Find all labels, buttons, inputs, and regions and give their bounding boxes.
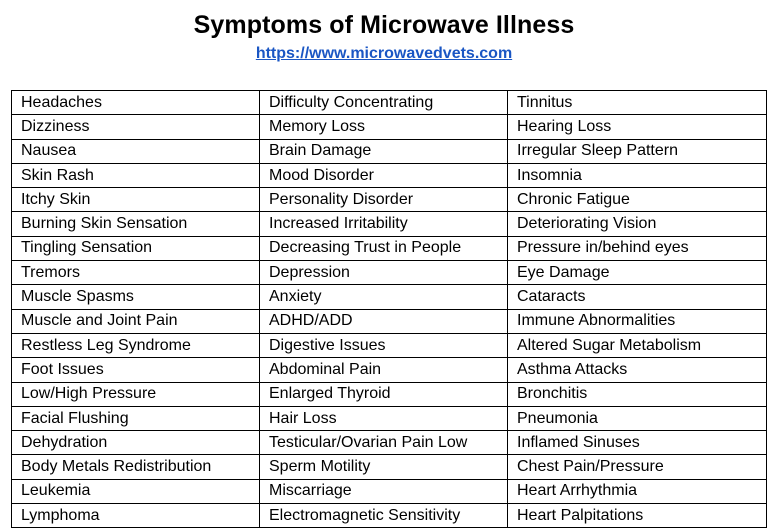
table-cell: Hearing Loss <box>508 115 767 139</box>
table-cell: Skin Rash <box>12 163 260 187</box>
table-cell: Asthma Attacks <box>508 358 767 382</box>
table-cell: Memory Loss <box>260 115 508 139</box>
table-row <box>12 261 767 285</box>
table-cell: Muscle and Joint Pain <box>12 309 260 333</box>
table-cell: Muscle Spasms <box>12 285 260 309</box>
table-row <box>12 115 767 139</box>
table-cell: Electromagnetic Sensitivity <box>260 504 508 528</box>
table-cell: Bronchitis <box>508 382 767 406</box>
table-cell: Pressure in/behind eyes <box>508 236 767 260</box>
symptoms-table-body <box>12 91 767 528</box>
table-row <box>12 188 767 212</box>
table-cell: Insomnia <box>508 163 767 187</box>
table-cell: Low/High Pressure <box>12 382 260 406</box>
table-cell: Pneumonia <box>508 406 767 430</box>
table-cell: Eye Damage <box>508 261 767 285</box>
table-cell: Irregular Sleep Pattern <box>508 139 767 163</box>
table-cell: Depression <box>260 261 508 285</box>
table-cell: Burning Skin Sensation <box>12 212 260 236</box>
table-cell: Lymphoma <box>12 504 260 528</box>
table-row <box>12 406 767 430</box>
table-cell: Abdominal Pain <box>260 358 508 382</box>
table-cell: Enlarged Thyroid <box>260 382 508 406</box>
table-row <box>12 504 767 528</box>
symptoms-table <box>11 90 767 528</box>
table-cell: Altered Sugar Metabolism <box>508 333 767 357</box>
table-row <box>12 382 767 406</box>
table-cell: Headaches <box>12 91 260 115</box>
table-row <box>12 139 767 163</box>
table-row <box>12 91 767 115</box>
table-row <box>12 236 767 260</box>
table-cell: Personality Disorder <box>260 188 508 212</box>
table-cell: Brain Damage <box>260 139 508 163</box>
table-cell: Anxiety <box>260 285 508 309</box>
table-cell: Leukemia <box>12 479 260 503</box>
table-cell: Chronic Fatigue <box>508 188 767 212</box>
table-cell: Increased Irritability <box>260 212 508 236</box>
website-link[interactable]: https://www.microwavedvets.com <box>255 45 513 62</box>
page-title: Symptoms of Microwave Illness <box>193 11 575 39</box>
table-row <box>12 479 767 503</box>
table-row <box>12 333 767 357</box>
table-row <box>12 309 767 333</box>
table-cell: ADHD/ADD <box>260 309 508 333</box>
table-cell: Tingling Sensation <box>12 236 260 260</box>
table-row <box>12 455 767 479</box>
table-cell: Facial Flushing <box>12 406 260 430</box>
table-cell: Testicular/Ovarian Pain Low <box>260 431 508 455</box>
table-cell: Tremors <box>12 261 260 285</box>
table-cell: Restless Leg Syndrome <box>12 333 260 357</box>
table-cell: Chest Pain/Pressure <box>508 455 767 479</box>
table-cell: Digestive Issues <box>260 333 508 357</box>
table-row <box>12 163 767 187</box>
table-row <box>12 358 767 382</box>
table-cell: Sperm Motility <box>260 455 508 479</box>
table-cell: Heart Palpitations <box>508 504 767 528</box>
table-cell: Decreasing Trust in People <box>260 236 508 260</box>
table-cell: Deteriorating Vision <box>508 212 767 236</box>
table-cell: Immune Abnormalities <box>508 309 767 333</box>
table-cell: Miscarriage <box>260 479 508 503</box>
table-cell: Tinnitus <box>508 91 767 115</box>
table-cell: Nausea <box>12 139 260 163</box>
table-cell: Cataracts <box>508 285 767 309</box>
table-row <box>12 285 767 309</box>
table-row <box>12 431 767 455</box>
table-cell: Hair Loss <box>260 406 508 430</box>
table-cell: Mood Disorder <box>260 163 508 187</box>
table-cell: Body Metals Redistribution <box>12 455 260 479</box>
table-row <box>12 212 767 236</box>
table-cell: Inflamed Sinuses <box>508 431 767 455</box>
table-cell: Dizziness <box>12 115 260 139</box>
table-cell: Difficulty Concentrating <box>260 91 508 115</box>
table-cell: Dehydration <box>12 431 260 455</box>
table-cell: Heart Arrhythmia <box>508 479 767 503</box>
table-cell: Itchy Skin <box>12 188 260 212</box>
table-cell: Foot Issues <box>12 358 260 382</box>
